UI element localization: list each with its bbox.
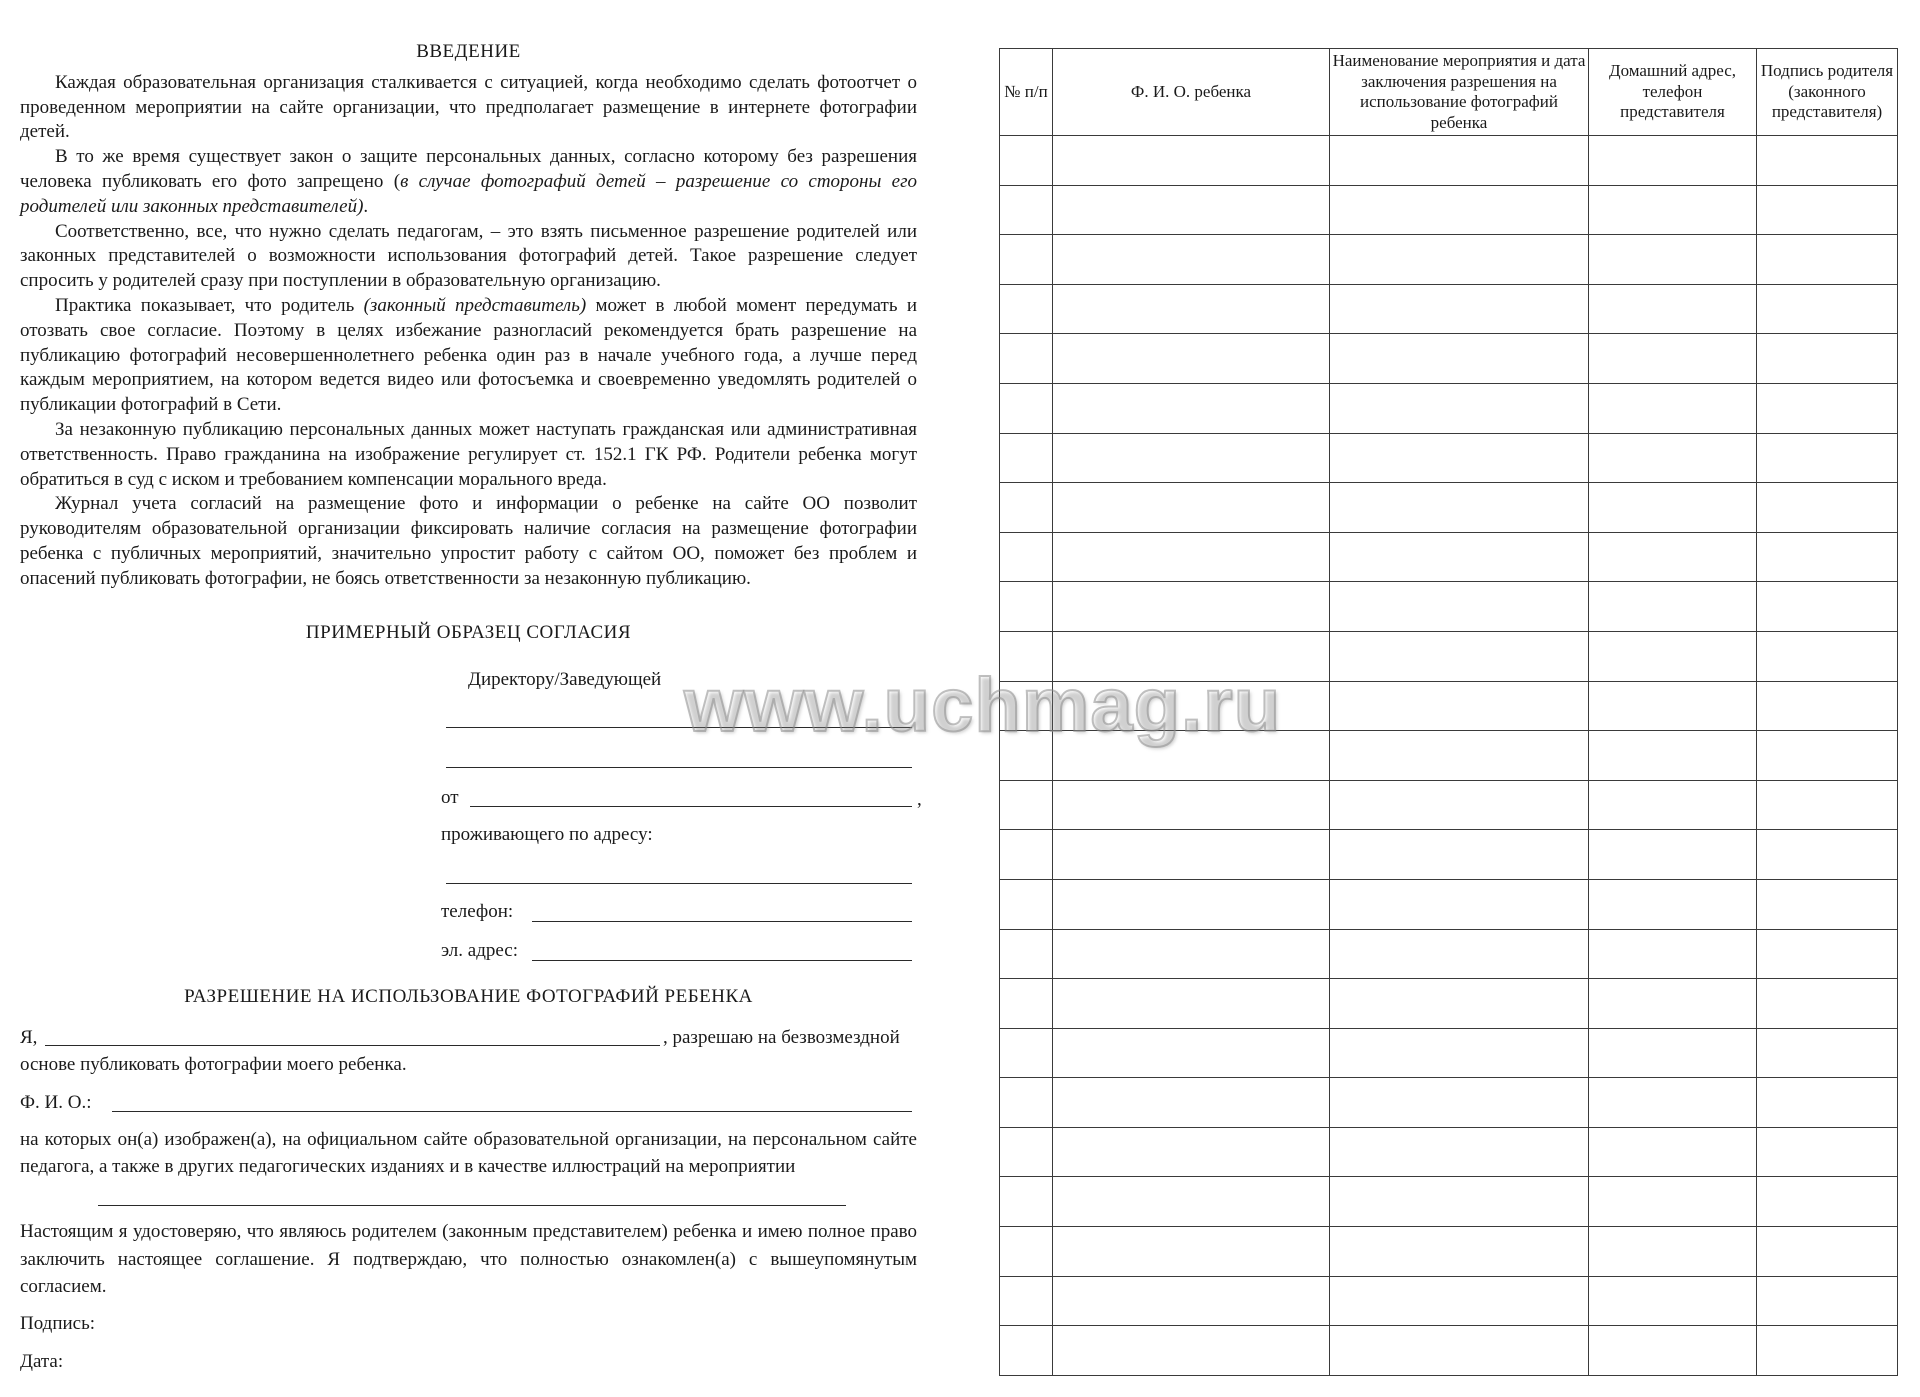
table-cell xyxy=(1330,483,1589,533)
table-cell xyxy=(1000,532,1053,582)
table-cell xyxy=(1757,1177,1898,1227)
table-cell xyxy=(1053,136,1330,186)
table-cell xyxy=(1053,383,1330,433)
table-cell xyxy=(1757,383,1898,433)
table-cell xyxy=(1330,334,1589,384)
table-cell xyxy=(1053,1276,1330,1326)
table-cell xyxy=(1000,136,1053,186)
director-label: Директору/Заведующей xyxy=(468,669,662,690)
table-cell xyxy=(1330,284,1589,334)
table-cell xyxy=(1589,1127,1757,1177)
table-cell xyxy=(1053,334,1330,384)
table-cell xyxy=(1330,433,1589,483)
where-text: на которых он(а) изображен(а), на официальном сайте образовательной организации, на персональном сайте педагога, а также в других педагогических изданиях и в качестве иллюстраций на мероприятии xyxy=(20,1129,917,1177)
table-cell xyxy=(1589,136,1757,186)
table-cell xyxy=(1053,979,1330,1029)
table-cell xyxy=(1330,185,1589,235)
table-row xyxy=(1000,383,1898,433)
table-cell xyxy=(1757,185,1898,235)
table-cell xyxy=(1053,879,1330,929)
table-cell xyxy=(1330,929,1589,979)
table-row xyxy=(1000,830,1898,880)
table-cell xyxy=(1757,731,1898,781)
table-cell xyxy=(1330,879,1589,929)
table-cell xyxy=(1589,681,1757,731)
table-row xyxy=(1000,1177,1898,1227)
intro-paragraph-2 xyxy=(20,145,917,219)
table-cell xyxy=(1330,235,1589,285)
p4-text-a: Практика показывает, что родитель xyxy=(55,294,364,316)
intro-paragraph-4 xyxy=(20,294,917,418)
table-cell xyxy=(1053,681,1330,731)
fio-label: Ф. И. О.: xyxy=(20,1092,92,1113)
table-cell xyxy=(1000,929,1053,979)
table-cell xyxy=(1589,1227,1757,1277)
table-cell xyxy=(1330,383,1589,433)
i-suffix: , разрешаю на безвозмездной xyxy=(663,1027,900,1048)
table-row xyxy=(1000,979,1898,1029)
table-cell xyxy=(1589,879,1757,929)
intro-paragraph-1: Каждая образовательная организация сталкивается с ситуацией, когда необходимо сделать фотоотчет о проведенном мероприятии на сайте организации, что предполагает размещение в интернете фотографии детей. xyxy=(20,71,917,143)
table-cell xyxy=(1000,731,1053,781)
table-cell xyxy=(1589,532,1757,582)
header-signature: Подпись родителя (законного представителя) xyxy=(1757,49,1898,136)
table-cell xyxy=(1589,433,1757,483)
table-cell xyxy=(1000,383,1053,433)
table-row xyxy=(1000,1078,1898,1128)
table-cell xyxy=(1589,284,1757,334)
table-cell xyxy=(1589,334,1757,384)
table-cell xyxy=(1000,1177,1053,1227)
table-cell xyxy=(1757,334,1898,384)
table-row xyxy=(1000,780,1898,830)
table-row xyxy=(1000,334,1898,384)
intro-heading: ВВЕДЕНИЕ xyxy=(416,41,521,62)
table-cell xyxy=(1757,830,1898,880)
consent-journal-table xyxy=(999,48,1898,1376)
table-cell xyxy=(1330,582,1589,632)
table-row xyxy=(1000,284,1898,334)
table-cell xyxy=(1000,681,1053,731)
table-cell xyxy=(1000,582,1053,632)
table-cell xyxy=(1000,185,1053,235)
intro-paragraph-6: Журнал учета согласий на размещение фото и информации о ребенке на сайте ОО позволит руководителям образовательной организации фиксировать наличие согласия на размещение фотографии ребенка с публичных мероприятий, значительно упростит работу с сайтом ОО, поможет без проблем и опасений публиковать фотографии, не боясь ответственности за незаконную публикацию. xyxy=(20,493,917,589)
table-cell xyxy=(1000,1227,1053,1277)
table-cell xyxy=(1000,879,1053,929)
table-cell xyxy=(1757,780,1898,830)
table-cell xyxy=(1757,235,1898,285)
table-cell xyxy=(1589,235,1757,285)
table-cell xyxy=(1053,780,1330,830)
table-cell xyxy=(1757,433,1898,483)
p4-italic: (законный представитель) xyxy=(363,294,587,316)
table-cell xyxy=(1330,1177,1589,1227)
table-cell xyxy=(1330,1078,1589,1128)
header-number: № п/п xyxy=(1000,49,1053,136)
table-cell xyxy=(1000,830,1053,880)
table-cell xyxy=(1000,780,1053,830)
table-cell xyxy=(1589,929,1757,979)
table-row xyxy=(1000,1028,1898,1078)
table-row xyxy=(1000,731,1898,781)
table-row xyxy=(1000,582,1898,632)
table-cell xyxy=(1053,1078,1330,1128)
table-cell xyxy=(1757,631,1898,681)
table-cell xyxy=(1757,1078,1898,1128)
table-row xyxy=(1000,185,1898,235)
table-row xyxy=(1000,136,1898,186)
table-cell xyxy=(1330,1326,1589,1376)
table-cell xyxy=(1757,879,1898,929)
permission-heading: РАЗРЕШЕНИЕ НА ИСПОЛЬЗОВАНИЕ ФОТОГРАФИЙ РЕБЕНКА xyxy=(184,986,753,1007)
table-cell xyxy=(1000,979,1053,1029)
table-cell xyxy=(1589,830,1757,880)
table-row xyxy=(1000,1127,1898,1177)
table-cell xyxy=(1000,1326,1053,1376)
table-cell xyxy=(1330,731,1589,781)
table-cell xyxy=(1589,731,1757,781)
parent-name-line xyxy=(45,1045,660,1046)
from-line xyxy=(470,806,912,807)
table-cell xyxy=(1000,284,1053,334)
director-line-2 xyxy=(446,767,912,768)
table-cell xyxy=(1757,136,1898,186)
table-cell xyxy=(1757,929,1898,979)
table-cell xyxy=(1330,631,1589,681)
table-cell xyxy=(1330,830,1589,880)
table-cell xyxy=(1757,681,1898,731)
table-cell xyxy=(1589,1078,1757,1128)
table-cell xyxy=(1330,979,1589,1029)
table-cell xyxy=(1330,1276,1589,1326)
p2-text-a: В то же время существует закон о защите персональных данных, согласно которому без разрешения человека публиковать его фото запрещено ( xyxy=(20,146,917,192)
table-cell xyxy=(1589,979,1757,1029)
table-cell xyxy=(1757,979,1898,1029)
table-cell xyxy=(1000,1276,1053,1326)
phone-line xyxy=(532,921,912,922)
table-cell xyxy=(1757,532,1898,582)
table-cell xyxy=(1053,483,1330,533)
event-line xyxy=(98,1205,846,1206)
table-cell xyxy=(1053,631,1330,681)
intro-paragraph-3: Соответственно, все, что нужно сделать педагогам, – это взять письменное разрешение родителей или законных представителей о возможности использования фотографий детей. Такое разрешение следует спросить у родителей сразу при поступлении в образовательную организацию. xyxy=(20,220,917,292)
table-cell xyxy=(1589,383,1757,433)
left-page xyxy=(20,40,917,592)
table-row xyxy=(1000,929,1898,979)
table-cell xyxy=(1000,1127,1053,1177)
sample-heading: ПРИМЕРНЫЙ ОБРАЗЕЦ СОГЛАСИЯ xyxy=(305,622,632,643)
table-cell xyxy=(1000,483,1053,533)
table-cell xyxy=(1330,1028,1589,1078)
table-cell xyxy=(1053,532,1330,582)
p4-text-c: может в любой момент передумать и отозвать свое согласие. Поэтому в целях избежание разногласий рекомендуется брать разрешение на публикацию фотографий несовершеннолетнего ребенка один раз в начале учебного года, а лучше перед каждым мероприятием, на котором ведется видео или фотосъемка и своевременно уведомлять родителей о публикации фотографий в Сети. xyxy=(20,294,917,416)
table-cell xyxy=(1053,284,1330,334)
table-cell xyxy=(1757,284,1898,334)
table-row xyxy=(1000,681,1898,731)
p2-text-c: . xyxy=(363,195,369,217)
table-cell xyxy=(1053,1127,1330,1177)
table-row xyxy=(1000,1326,1898,1376)
table-cell xyxy=(1000,433,1053,483)
table-cell xyxy=(1757,1276,1898,1326)
table-cell xyxy=(1053,433,1330,483)
table-cell xyxy=(1000,334,1053,384)
table-cell xyxy=(1589,1177,1757,1227)
i-line-2: основе публиковать фотографии моего ребенка. xyxy=(20,1054,407,1075)
certify-paragraph: Настоящим я удостоверяю, что являюсь родителем (законным представителем) ребенка и имею полное право заключить настоящее соглашение. Я подтверждаю, что полностью ознакомлен(а) с вышеупомянутым согласием. xyxy=(20,1221,917,1297)
table-cell xyxy=(1589,1028,1757,1078)
table-cell xyxy=(1757,582,1898,632)
table-cell xyxy=(1053,731,1330,781)
table-row xyxy=(1000,1276,1898,1326)
fio-line xyxy=(112,1111,912,1112)
table-cell xyxy=(1053,235,1330,285)
table-cell xyxy=(1589,1276,1757,1326)
table-row xyxy=(1000,433,1898,483)
table-cell xyxy=(1589,631,1757,681)
table-cell xyxy=(1000,235,1053,285)
header-event: Наименование мероприятия и дата заключения разрешения на использование фотографий ребенка xyxy=(1330,49,1589,136)
date-label: Дата: xyxy=(20,1351,64,1372)
table-cell xyxy=(1757,1028,1898,1078)
table-cell xyxy=(1053,1227,1330,1277)
signature-label: Подпись: xyxy=(20,1313,96,1334)
table-row xyxy=(1000,631,1898,681)
table-cell xyxy=(1757,1326,1898,1376)
table-cell xyxy=(1330,780,1589,830)
table-cell xyxy=(1053,1028,1330,1078)
from-comma: , xyxy=(917,789,922,810)
table-cell xyxy=(1757,483,1898,533)
table-cell xyxy=(1053,1326,1330,1376)
table-cell xyxy=(1000,1078,1053,1128)
from-label: от xyxy=(441,787,459,808)
table-cell xyxy=(1053,929,1330,979)
table-cell xyxy=(1589,1326,1757,1376)
table-cell xyxy=(1757,1127,1898,1177)
table-cell xyxy=(1053,582,1330,632)
email-label: эл. адрес: xyxy=(441,940,519,961)
table-row xyxy=(1000,532,1898,582)
where-paragraph xyxy=(20,1126,917,1180)
email-line xyxy=(532,960,912,961)
i-prefix: Я, xyxy=(20,1027,38,1048)
table-row xyxy=(1000,1227,1898,1277)
table-body xyxy=(1000,136,1898,1376)
table-cell xyxy=(1589,582,1757,632)
table-cell xyxy=(1330,1127,1589,1177)
table-row xyxy=(1000,483,1898,533)
address-label: проживающего по адресу: xyxy=(441,824,653,845)
phone-label: телефон: xyxy=(441,901,514,922)
table-cell xyxy=(1053,185,1330,235)
table-cell xyxy=(1330,136,1589,186)
table-cell xyxy=(1757,1227,1898,1277)
table-cell xyxy=(1330,681,1589,731)
table-header-row xyxy=(1000,49,1898,136)
table-cell xyxy=(1000,1028,1053,1078)
director-line-1 xyxy=(446,727,912,728)
table-row xyxy=(1000,235,1898,285)
table-cell xyxy=(1330,1227,1589,1277)
table-cell xyxy=(1053,830,1330,880)
table-cell xyxy=(1589,780,1757,830)
watermark: www.uchmag.ru xyxy=(684,663,1282,748)
table-cell xyxy=(1589,483,1757,533)
table-cell xyxy=(1000,631,1053,681)
table-row xyxy=(1000,879,1898,929)
header-child-name: Ф. И. О. ребенка xyxy=(1053,49,1330,136)
table-cell xyxy=(1589,185,1757,235)
table-cell xyxy=(1330,532,1589,582)
p2-italic: в случае фотографий детей – разрешение со стороны его родителей или законных представителей) xyxy=(20,170,917,217)
address-line xyxy=(446,883,912,884)
intro-paragraph-5: За незаконную публикацию персональных данных может наступать гражданская или административная ответственность. Право гражданина на изображение регулирует ст. 152.1 ГК РФ. Родители ребенка могут обратиться в суд с иском и требованием компенсации морального вреда. xyxy=(20,418,917,490)
table-cell xyxy=(1053,1177,1330,1227)
header-address: Домашний адрес, телефон представителя xyxy=(1589,49,1757,136)
